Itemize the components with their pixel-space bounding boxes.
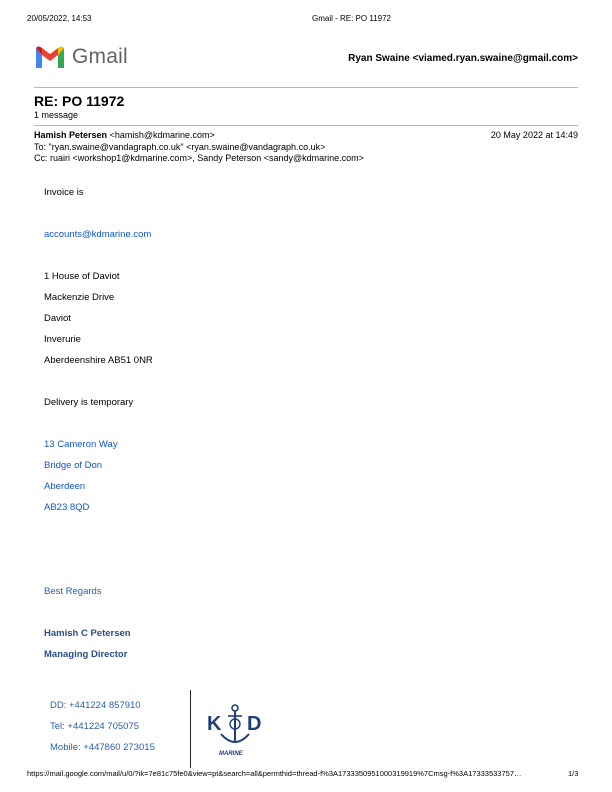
invoice-address-line: Aberdeenshire AB51 0NR — [44, 355, 153, 366]
delivery-address-link[interactable]: Bridge of Don — [44, 460, 103, 471]
gmail-logo-icon — [34, 44, 66, 70]
sender-job-title: Managing Director — [44, 649, 128, 660]
logo-caption: MARINE — [219, 751, 243, 757]
message-count: 1 message — [34, 110, 79, 120]
sender-line — [34, 130, 215, 140]
sender-full-name: Hamish C Petersen — [44, 628, 131, 639]
invoice-address-line: Daviot — [44, 313, 71, 324]
print-datetime: 20/05/2022, 14:53 — [27, 14, 92, 23]
signature-divider — [190, 690, 191, 768]
svg-text:D: D — [247, 713, 262, 735]
delivery-intro: Delivery is temporary — [44, 397, 134, 408]
invoice-address-line: Inverurie — [44, 334, 81, 345]
svg-text:K: K — [207, 713, 222, 735]
divider — [34, 87, 578, 88]
recipient-to: To: "ryan.swaine@vandagraph.co.uk" <ryan.swaine@vandagraph.co.uk> — [34, 142, 326, 152]
thread-subject: RE: PO 11972 — [34, 93, 125, 109]
invoice-intro: Invoice is — [44, 187, 84, 198]
invoice-address-line: Mackenzie Drive — [44, 292, 115, 303]
signature-mobile: Mobile: +447860 273015 — [50, 742, 155, 753]
page-number: 1/3 — [568, 769, 579, 778]
invoice-address-line: 1 House of Daviot — [44, 271, 120, 282]
gmail-wordmark: Gmail — [72, 45, 128, 68]
print-title: Gmail - RE: PO 11972 — [312, 14, 391, 23]
divider — [34, 125, 578, 126]
sender-email: <hamish@kdmarine.com> — [109, 130, 215, 140]
message-date: 20 May 2022 at 14:49 — [490, 130, 578, 140]
accounts-email-link[interactable]: accounts@kdmarine.com — [44, 229, 152, 240]
signature-tel: Tel: +441224 705075 — [50, 721, 140, 732]
sign-off: Best Regards — [44, 586, 102, 597]
delivery-address-link[interactable]: 13 Cameron Way — [44, 439, 118, 450]
delivery-address-link[interactable]: Aberdeen — [44, 481, 86, 492]
print-url: https://mail.google.com/mail/u/0/?ik=7e81c75fe0&view=pt&search=all&permthid=thread-f%3A1733350951000319919%7Cmsg-f%3A17333533757… — [27, 769, 522, 778]
signature-dd: DD: +441224 857910 — [50, 700, 141, 711]
delivery-address-link[interactable]: AB23 8QD — [44, 502, 90, 513]
recipient-cc: Cc: ruairi <workshop1@kdmarine.com>, Sandy Peterson <sandy@kdmarine.com> — [34, 153, 364, 163]
account-user: Ryan Swaine <viamed.ryan.swaine@gmail.com> — [348, 53, 578, 64]
sender-name: Hamish Petersen — [34, 130, 108, 140]
